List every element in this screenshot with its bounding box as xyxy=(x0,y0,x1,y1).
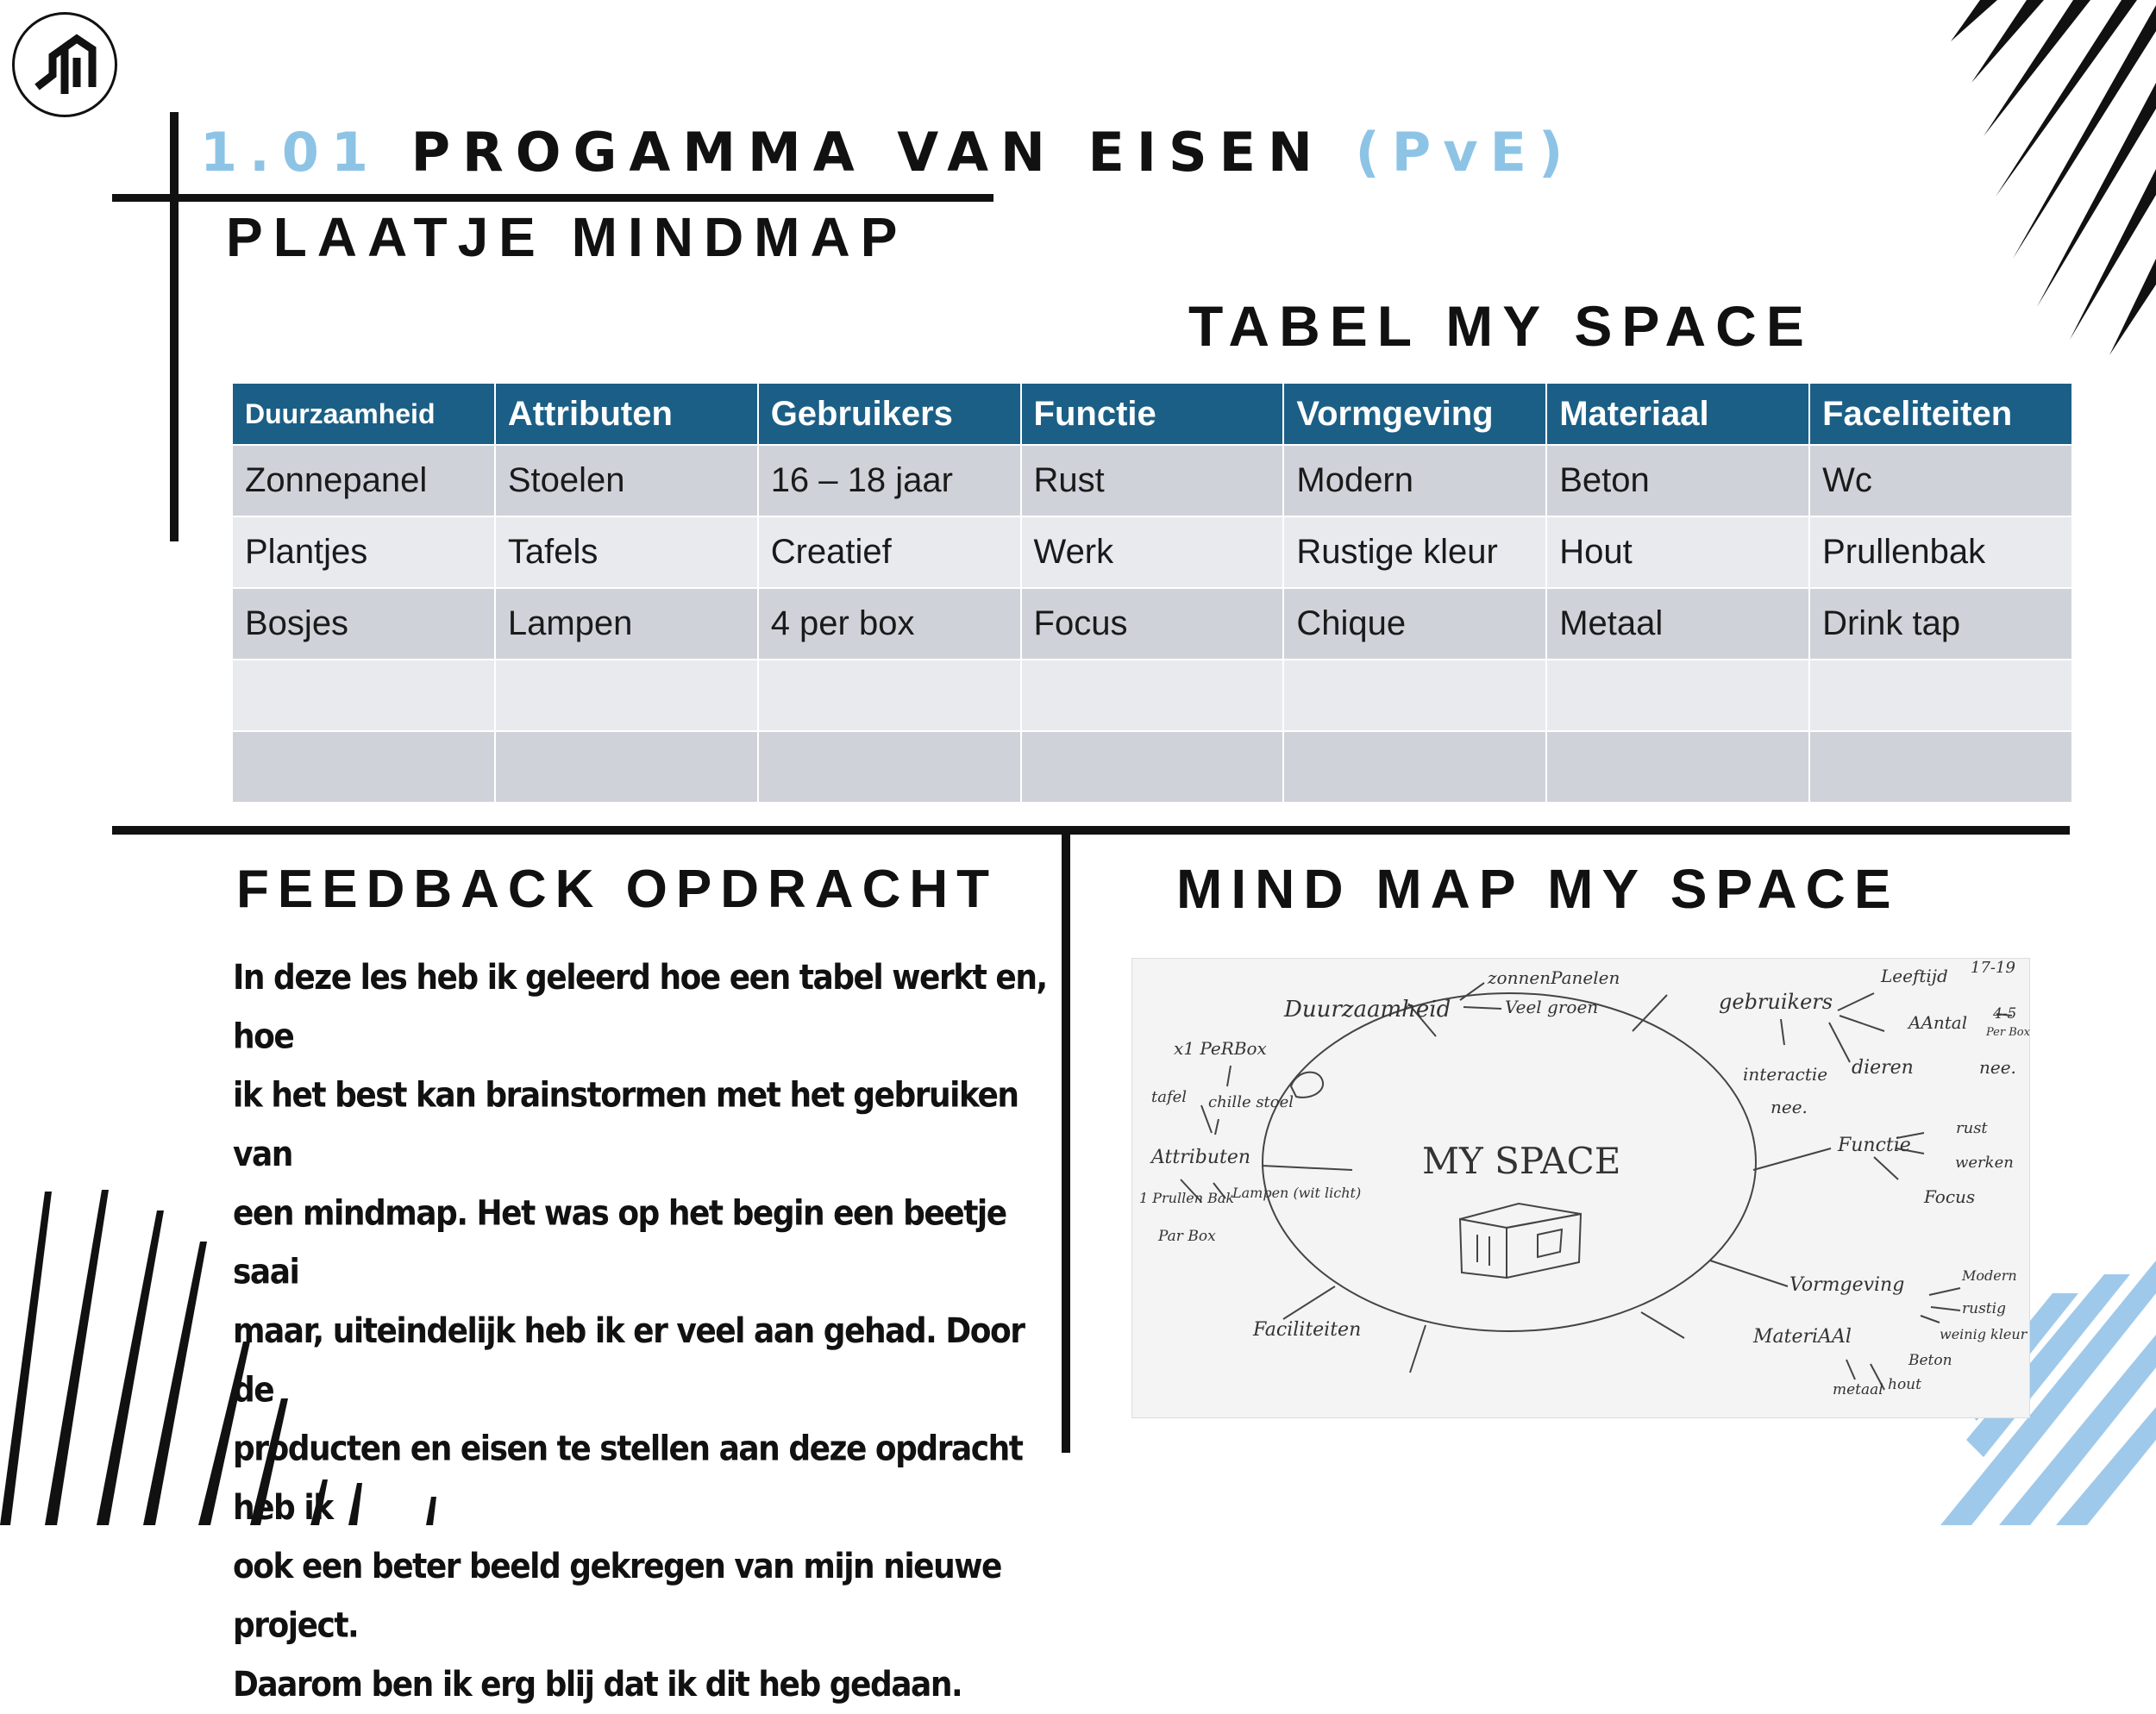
page-subtitle: PLAATJE MINDMAP xyxy=(226,206,908,268)
title-abbr: (PvE) xyxy=(1355,121,1576,184)
table-cell xyxy=(758,660,1021,731)
table-cell xyxy=(758,731,1021,803)
mindmap-label: Focus xyxy=(1924,1186,1976,1207)
mindmap-label: 4-5 xyxy=(1993,1005,2017,1023)
feedback-line: Daarom ben ik erg blij dat ik dit heb gedaan. xyxy=(233,1665,962,1705)
table-cell xyxy=(1809,731,2072,803)
table-cell: Wc xyxy=(1809,445,2072,516)
mindmap-sketch xyxy=(1131,958,2030,1418)
mindmap-label: dieren xyxy=(1852,1057,1914,1079)
feedback-title: FEEDBACK OPDRACHT xyxy=(236,860,998,919)
table-cell: Tafels xyxy=(495,516,758,588)
mindmap-label: interactie xyxy=(1743,1064,1828,1085)
mindmap-label: Beton xyxy=(1908,1352,1952,1369)
feedback-line: een mindmap. Het was op het begin een beetje saai xyxy=(233,1193,1006,1292)
table-cell: Metaal xyxy=(1546,588,1809,660)
table-cell: Chique xyxy=(1283,588,1546,660)
table-cell xyxy=(1546,660,1809,731)
frame-line-header xyxy=(112,194,993,202)
table-cell xyxy=(1021,731,1284,803)
mindmap-label: 17-19 xyxy=(1971,959,2015,977)
table-header-row xyxy=(232,383,2072,445)
column-header: Duurzaamheid xyxy=(232,383,495,445)
table-cell: Beton xyxy=(1546,445,1809,516)
frame-line-vertical-top xyxy=(170,112,179,541)
table-cell: Hout xyxy=(1546,516,1809,588)
column-header: Attributen xyxy=(495,383,758,445)
table-row xyxy=(232,445,2072,516)
feedback-line: In deze les heb ik geleerd hoe een tabel werkt en, hoe xyxy=(233,958,1047,1057)
mindmap-label: chille stoel xyxy=(1208,1093,1294,1111)
mindmap-label: Par Box xyxy=(1158,1228,1216,1245)
mindmap-label: 1 Prullen Bak xyxy=(1139,1190,1235,1206)
mindmap-label: werken xyxy=(1955,1154,2014,1172)
feedback-text xyxy=(233,948,1061,1714)
table-row xyxy=(232,588,2072,660)
mindmap-label: zonnenPanelen xyxy=(1488,967,1620,988)
mindmap-label: rustig xyxy=(1962,1300,2006,1317)
mindmap-label: hout xyxy=(1888,1376,1921,1393)
table-cell: Zonnepanel xyxy=(232,445,495,516)
table-cell: Modern xyxy=(1283,445,1546,516)
table-cell: Lampen xyxy=(495,588,758,660)
table-cell xyxy=(232,660,495,731)
table-cell: Rust xyxy=(1021,445,1284,516)
table-cell xyxy=(1809,660,2072,731)
mindmap-title: MIND MAP MY SPACE xyxy=(1176,858,1900,920)
table-cell xyxy=(495,731,758,803)
mindmap-label: Modern xyxy=(1962,1267,2017,1284)
mindmap-label: gebruikers xyxy=(1719,990,1833,1014)
table-cell xyxy=(495,660,758,731)
mindmap-label: Faciliteiten xyxy=(1253,1319,1362,1341)
table-row xyxy=(232,660,2072,731)
frame-line-middle xyxy=(112,826,2070,835)
table-cell: 4 per box xyxy=(758,588,1021,660)
table-cell: Prullenbak xyxy=(1809,516,2072,588)
mindmap-label: nee. xyxy=(1979,1057,2016,1078)
mindmap-label: Lampen (wit licht) xyxy=(1232,1185,1362,1201)
frame-line-vertical-bottom xyxy=(1062,830,1070,1453)
mindmap-label: Vormgeving xyxy=(1789,1274,1905,1296)
table-cell: Drink tap xyxy=(1809,588,2072,660)
title-text: PROGAMMA VAN EISEN xyxy=(411,121,1325,184)
mindmap-label: Leeftijd xyxy=(1881,966,1948,986)
table-cell: Plantjes xyxy=(232,516,495,588)
mindmap-label: Duurzaamheid xyxy=(1284,997,1451,1023)
feedback-line: maar, uiteindelijk heb ik er veel aan gehad. Door de xyxy=(233,1311,1025,1411)
feedback-line: producten en eisen te stellen aan deze opdracht heb ik xyxy=(233,1429,1023,1528)
page-title xyxy=(200,121,1575,184)
column-header: Materiaal xyxy=(1546,383,1809,445)
table-cell: Focus xyxy=(1021,588,1284,660)
mindmap-label: tafel xyxy=(1151,1088,1188,1106)
table-cell: 16 – 18 jaar xyxy=(758,445,1021,516)
table-cell: Stoelen xyxy=(495,445,758,516)
table-row xyxy=(232,731,2072,803)
table-cell xyxy=(1283,731,1546,803)
requirements-table xyxy=(231,382,2073,804)
table-cell xyxy=(232,731,495,803)
column-header: Faceliteiten xyxy=(1809,383,2072,445)
column-header: Functie xyxy=(1021,383,1284,445)
table-row xyxy=(232,516,2072,588)
feedback-line: ook een beter beeld gekregen van mijn nieuwe project. xyxy=(233,1547,1001,1646)
table-cell xyxy=(1546,731,1809,803)
table-cell: Rustige kleur xyxy=(1283,516,1546,588)
logo-icon xyxy=(12,12,117,117)
mindmap-label: Attributen xyxy=(1151,1147,1251,1168)
table-title: TABEL MY SPACE xyxy=(1188,294,1814,358)
table-cell: Bosjes xyxy=(232,588,495,660)
table-cell xyxy=(1283,660,1546,731)
mindmap-label: Functie xyxy=(1838,1135,1911,1156)
table-cell xyxy=(1021,660,1284,731)
mindmap-label: metaal xyxy=(1833,1381,1883,1398)
feedback-line: ik het best kan brainstormen met het gebruiken van xyxy=(233,1075,1018,1175)
column-header: Vormgeving xyxy=(1283,383,1546,445)
mindmap-label: MateriAAl xyxy=(1753,1326,1852,1348)
mindmap-label: AAntal xyxy=(1908,1012,1968,1033)
mindmap-label: weinig kleur xyxy=(1940,1326,2028,1342)
column-header: Gebruikers xyxy=(758,383,1021,445)
mindmap-label: nee. xyxy=(1771,1097,1808,1117)
mindmap-label: Veel groen xyxy=(1505,997,1599,1017)
table-cell: Creatief xyxy=(758,516,1021,588)
mindmap-center-label: MY SPACE xyxy=(1422,1140,1621,1182)
mindmap-label: rust xyxy=(1956,1119,1988,1137)
mindmap-label: Per Box xyxy=(1986,1026,2030,1039)
section-number: 1.01 xyxy=(200,121,380,184)
mindmap-label: x1 PeRBox xyxy=(1174,1038,1267,1059)
table-cell: Werk xyxy=(1021,516,1284,588)
